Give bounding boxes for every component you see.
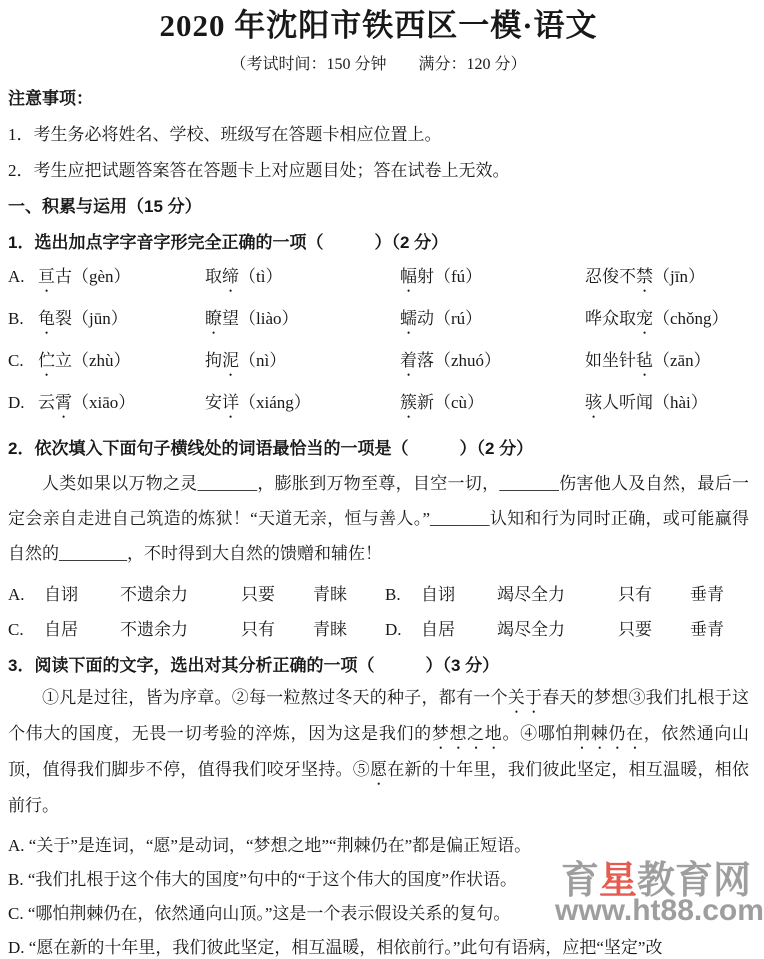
word-with-pinyin [38, 308, 205, 338]
passage-text: 在新的十年里，我们彼此坚定，相互温暖，相依前行。 [8, 760, 750, 816]
question-3-passage [8, 681, 749, 823]
choice-word: 不遗余力 [120, 620, 188, 640]
word-with-pinyin [38, 350, 205, 380]
emphasized-text: 关于 [507, 688, 543, 708]
word-with-pinyin [205, 266, 400, 296]
watermark-brand-star: 星 [598, 860, 637, 902]
word-part: 忍俊不 [585, 267, 636, 287]
emphasized-char: 蠕 [400, 309, 417, 329]
emphasized-char: 幅 [400, 267, 417, 287]
emphasized-char: 瞭 [205, 309, 222, 329]
word-part: 望（liào） [222, 309, 299, 329]
word-part: 如坐针 [585, 351, 636, 371]
word-part: （xiáng） [239, 393, 311, 413]
choice-word: 竭尽全力 [497, 620, 565, 640]
word-part: （tì） [239, 267, 283, 287]
option-label: C. [8, 351, 24, 371]
word-part: 云 [38, 393, 55, 413]
word-with-pinyin [585, 308, 749, 338]
emphasized-char: 禁 [636, 267, 653, 287]
word-part: （xiāo） [72, 393, 136, 413]
word-part: （zān） [653, 351, 711, 371]
word-part: 哗众取 [585, 309, 636, 329]
word-with-pinyin [400, 392, 585, 422]
emphasized-text: 荆棘仍在 [573, 724, 644, 744]
word-part: 新（cù） [417, 393, 485, 413]
choice-word: 自诩 [44, 585, 78, 605]
word-with-pinyin [585, 266, 749, 296]
question-3-stem: 3．阅读下面的文字，选出对其分析正确的一项（ ）（3 分） [8, 656, 500, 676]
choice-word: 垂青 [690, 620, 724, 640]
emphasized-char: 伫 [38, 351, 55, 371]
word-with-pinyin [585, 392, 749, 422]
section-heading: 一、积累与运用（15 分） [8, 197, 202, 217]
word-with-pinyin [38, 266, 205, 296]
emphasized-char: 骇 [585, 393, 602, 413]
word-part: （jīn） [653, 267, 705, 287]
question-2-choices [8, 584, 749, 641]
choice-option-d: D. “愿在新的十年里，我们彼此坚定，相互温暖，相依前行。”此句有语病，应把“坚定”改 [8, 938, 663, 958]
notice-heading: 注意事项： [8, 89, 93, 109]
emphasized-char: 毡 [636, 351, 653, 371]
notice-item-2: 2．考生应把试题答案答在答题卡上对应题目处；答在试卷上无效。 [8, 161, 510, 181]
choice-word: 只有 [241, 620, 275, 640]
option-label: D. [8, 393, 25, 413]
emphasized-char: 详 [222, 393, 239, 413]
word-with-pinyin [400, 350, 585, 380]
notice-item-1: 1．考生务必将姓名、学校、班级写在答题卡相应位置上。 [8, 125, 442, 145]
word-with-pinyin [400, 308, 585, 338]
question-1-stem: 1．选出加点字字音字形完全正确的一项（ ）（2 分） [8, 233, 449, 253]
question-2-passage: 人类如果以万物之灵_______，膨胀到万物至尊，目空一切，_______伤害他人及自然，最后一定会亲自走进自己筑造的炼狱！“天道无亲，恒与善人。”_______认知和行为同时正确，或可能赢得自然的________，不时得到大自然的馈赠和辅佐！ [8, 474, 749, 564]
passage-text: ①凡是过往，皆为序章。②每一粒熬过冬天的种子，都有一个 [42, 688, 508, 708]
emphasized-char: 亘 [38, 267, 55, 287]
word-choice-group [385, 584, 749, 606]
passage-text: ，依然通向山顶，值得我们脚步不停，值得我们咬牙坚持。⑤ [8, 724, 750, 780]
choice-word: 竭尽全力 [497, 585, 565, 605]
word-with-pinyin [400, 266, 585, 296]
question-2-stem: 2．依次填入下面句子横线处的词语最恰当的一项是（ ）（2 分） [8, 439, 534, 459]
word-choice-group [8, 584, 385, 606]
choice-word: 只有 [618, 585, 652, 605]
emphasized-char: 龟 [38, 309, 55, 329]
choice-word: 青睐 [313, 620, 347, 640]
word-part: 拘 [205, 351, 222, 371]
pinyin-choice-row [8, 266, 749, 296]
choice-word: 不遗余力 [120, 585, 188, 605]
passage-text: 。④哪怕 [502, 724, 574, 744]
word-choice-line [8, 619, 749, 641]
option-label: B. [8, 309, 24, 329]
word-part: 裂（jūn） [55, 309, 128, 329]
option-label: B. [385, 585, 401, 605]
word-with-pinyin [205, 350, 400, 380]
word-part: 落（zhuó） [417, 351, 502, 371]
word-choice-group [385, 619, 749, 641]
choice-option-a: A. “关于”是连词，“愿”是动词，“梦想之地”“荆棘仍在”都是偏正短语。 [8, 836, 532, 856]
choice-word: 青睐 [313, 585, 347, 605]
choice-word: 只要 [241, 585, 275, 605]
question-1-choices [8, 266, 749, 422]
emphasized-char: 簇 [400, 393, 417, 413]
choice-word: 只要 [618, 620, 652, 640]
word-part: 动（rú） [417, 309, 483, 329]
choice-word: 自诩 [421, 585, 455, 605]
word-part: 取 [205, 267, 222, 287]
choice-word: 自居 [44, 620, 78, 640]
word-part: 射（fú） [417, 267, 483, 287]
word-choice-line [8, 584, 749, 606]
choice-option-b: B. “我们扎根于这个伟大的国度”句中的“于这个伟大的国度”作状语。 [8, 870, 518, 890]
page-title: 2020 年沈阳市铁西区一模·语文 [159, 8, 598, 43]
option-label: A. [8, 585, 25, 605]
passage-text: 春天的梦想③我们扎根于这个伟大的国度，无畏一切考验的淬炼，因为这是我们的 [8, 688, 749, 744]
emphasized-char: 霄 [55, 393, 72, 413]
choice-option-c: C. “哪怕荆棘仍在，依然通向山顶。”这是一个表示假设关系的复句。 [8, 904, 511, 924]
watermark-brand-post: 教育网 [637, 860, 752, 902]
option-label: C. [8, 620, 24, 640]
question-3-choices [8, 835, 752, 959]
watermark-url: www.ht88.com [555, 894, 764, 927]
option-label: D. [385, 620, 402, 640]
word-choice-group [8, 619, 385, 641]
word-with-pinyin [585, 350, 749, 380]
emphasized-char: 着 [400, 351, 417, 371]
exam-time-score-info: （考试时间：150 分钟 满分：120 分） [230, 56, 527, 74]
choice-word: 垂青 [690, 585, 724, 605]
word-part: （nì） [239, 351, 287, 371]
emphasized-char: 宠 [636, 309, 653, 329]
emphasized-char: 缔 [222, 267, 239, 287]
emphasized-text: 梦想之地 [431, 724, 503, 744]
word-part: （chǒng） [653, 309, 729, 329]
word-part: 古（gèn） [55, 267, 131, 287]
emphasized-text: 愿 [370, 760, 388, 780]
watermark-brand-pre: 育 [560, 860, 599, 902]
pinyin-choice-row [8, 392, 749, 422]
pinyin-choice-row [8, 308, 749, 338]
word-with-pinyin [205, 392, 400, 422]
choice-word: 自居 [421, 620, 455, 640]
word-part: 立（zhù） [55, 351, 131, 371]
pinyin-choice-row [8, 350, 749, 380]
emphasized-char: 泥 [222, 351, 239, 371]
word-with-pinyin [205, 308, 400, 338]
option-label: A. [8, 267, 25, 287]
word-part: 人听闻（hài） [602, 393, 708, 413]
word-with-pinyin [38, 392, 205, 422]
word-part: 安 [205, 393, 222, 413]
